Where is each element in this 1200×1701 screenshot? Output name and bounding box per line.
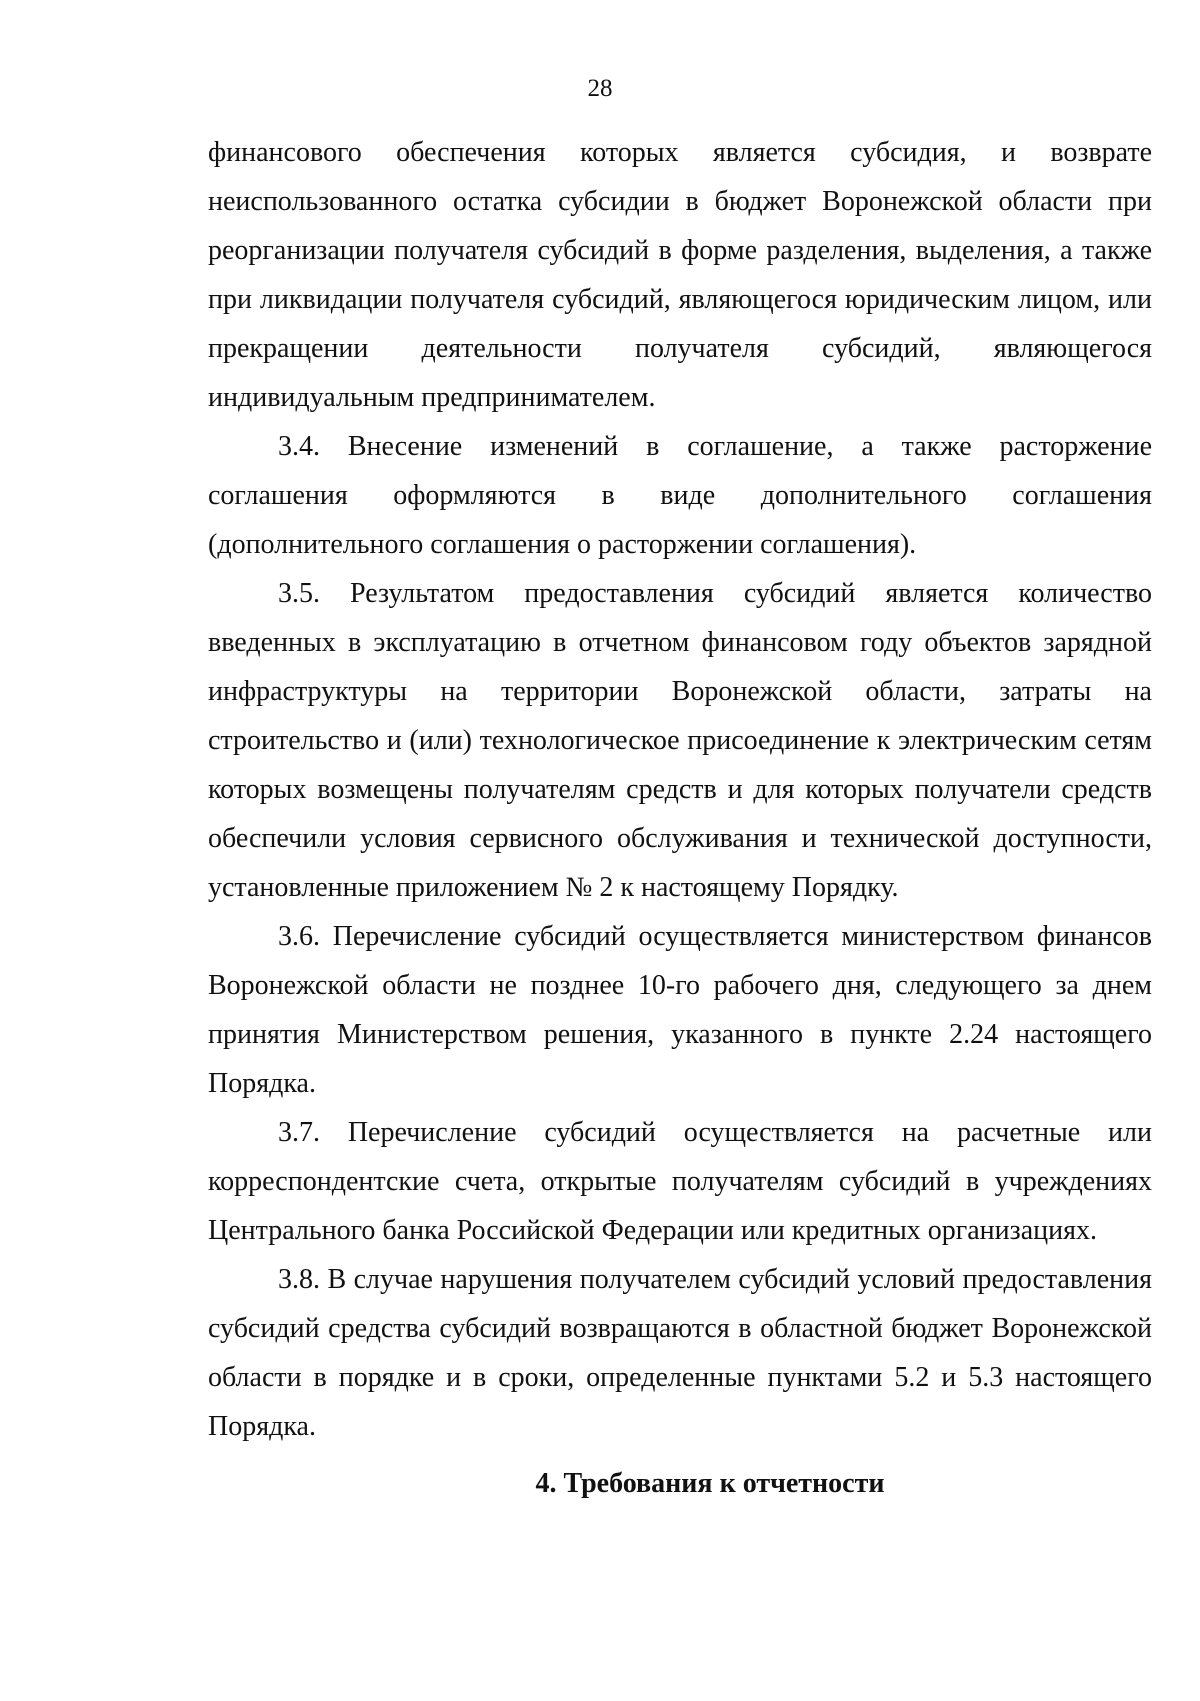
document-body <box>208 128 1152 1451</box>
section-heading: 4. Требования к отчетности <box>535 1468 885 1499</box>
paragraph-3-5: 3.5. Результатом предоставления субсидий является количество введенных в эксплуатацию в отчетном финансовом году объектов зарядной инфраструктуры на территории Воронежской области, затраты на строительство и (или) технологическое присоединение к электрическим сетям которых возмещены получателям средств и для которых получатели средств обеспечили условия сервисного обслуживания и технической доступности, установленные приложением № 2 к настоящему Порядку. <box>208 578 1152 903</box>
paragraph-3-7: 3.7. Перечисление субсидий осуществляется на расчетные или корреспондентские счета, открытые получателям субсидий в учреждениях Центрального банка Российской Федерации или кредитных организациях. <box>208 1117 1152 1246</box>
page-number: 28 <box>587 75 613 102</box>
paragraph-3-8: 3.8. В случае нарушения получателем субсидий условий предоставления субсидий средства субсидий возвращаются в областной бюджет Воронежской области в порядке и в сроки, определенные пунктами 5.2 и 5.3 настоящего Порядка. <box>208 1264 1152 1442</box>
paragraph-continuation: финансового обеспечения которых является субсидия, и возврате неиспользованного остатка субсидии в бюджет Воронежской области при реорганизации получателя субсидий в форме разделения, выделения, а также при ликвидации получателя субсидий, являющегося юридическим лицом, или прекращении деятельности получателя субсидий, являющегося индивидуальным предпринимателем. <box>208 137 1152 413</box>
paragraph-3-4: 3.4. Внесение изменений в соглашение, а также расторжение соглашения оформляются в виде дополнительного соглашения (дополнительного соглашения о расторжении соглашения). <box>208 431 1152 560</box>
paragraph-3-6: 3.6. Перечисление субсидий осуществляется министерством финансов Воронежской области не позднее 10-го рабочего дня, следующего за днем принятия Министерством решения, указанного в пункте 2.24 настоящего Порядка. <box>208 921 1152 1099</box>
